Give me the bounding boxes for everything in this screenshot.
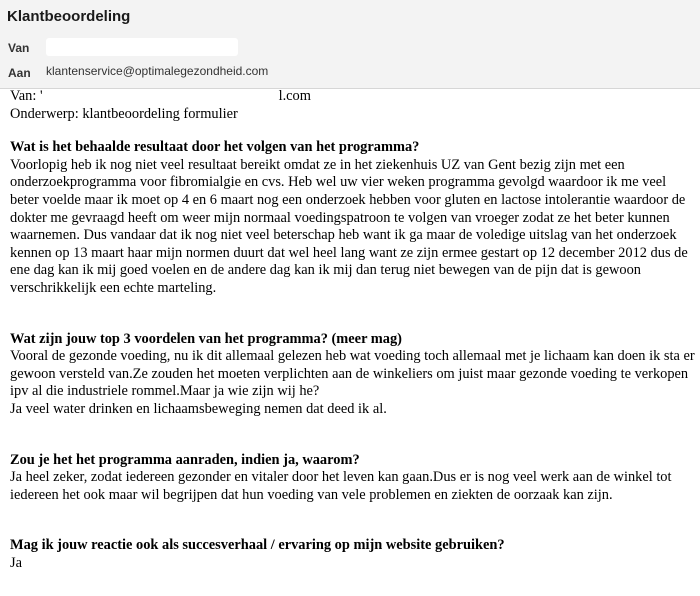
- answer-2-line-4: Ja veel water drinken en lichaamsbeweging nemen dat deed ik al.: [10, 400, 387, 417]
- answer-1-line-7: ene dag kan ik mij goed voelen en de andere dag kan ik mij dan terug niet bewegen van de pijn dat is gewoon: [10, 262, 641, 279]
- to-label: Aan: [8, 66, 31, 80]
- answer-1-line-6: kennen op 13 maart haar mijn normen duurt dat wel heel lang want ze zijn ermee gestart op 12 december 2012 dus de: [10, 244, 688, 261]
- answer-3-line-2: iedereen het ook maar wil begrijpen dat hun voeding van vele problemen en ziekten de oorzaak kan zijn.: [10, 486, 613, 503]
- answer-2-line-2: gewoon versteld van.Ze zouden het moeten verplichten aan de winkeliers om juist maar gezonde voeding te verkopen: [10, 365, 689, 382]
- answer-1-line-5: waarnemen. Dus vandaar dat ik nog niet veel beterschap heb want ik ga maar de voledige uitslag van het onderzoek: [10, 227, 677, 244]
- forwarded-from-line: [10, 88, 695, 106]
- message-header: [0, 0, 700, 89]
- answer-4-line-1: Ja: [10, 554, 22, 571]
- answer-1-line-2: onderzoekprogramma voor fibromialgie en cvs. Heb wel uw vier weken programma gevolgd waardoor ik me veel: [10, 174, 667, 191]
- forwarded-from-suffix: l.com: [278, 88, 311, 104]
- message-subject: Klantbeoordeling: [7, 8, 131, 25]
- question-2: Wat zijn jouw top 3 voordelen van het programma? (meer mag): [10, 330, 402, 347]
- forwarded-from-redacted: [43, 91, 279, 103]
- question-1: Wat is het behaalde resultaat door het volgen van het programma?: [10, 139, 420, 156]
- answer-1-line-4: dokter me gevraagd heeft om weer mijn normaal voedingspatroon te volgen van vroeger zodat ze het beter kunnen: [10, 209, 670, 226]
- answer-1-line-8: verschrikkelijk een echte marteling.: [10, 279, 217, 296]
- from-redacted: [46, 38, 238, 56]
- answer-1-line-1: Voorlopig heb ik nog niet veel resultaat bereikt omdat ze in het ziekenhuis UZ van Gent bezig zijn met een: [10, 156, 625, 173]
- answer-1-line-3: beter voelde maar ik moet op 4 en 6 maart nog een onderzoek hebben voor gluten en lactose intolerantie waardoor de: [10, 191, 686, 208]
- question-4: Mag ik jouw reactie ook als succesverhaal / ervaring op mijn website gebruiken?: [10, 537, 505, 554]
- answer-2-line-3: ipv al die industriele rommel.Maar ja wie zijn wij he?: [10, 383, 320, 400]
- forwarded-from-prefix: Van: ': [10, 88, 43, 104]
- answer-3-line-1: Ja heel zeker, zodat iedereen gezonder en vitaler door het leven kan gaan.Dus er is nog veel werk aan de winkel tot: [10, 469, 672, 486]
- from-label: Van: [8, 41, 30, 55]
- forwarded-subject-line: Onderwerp: klantbeoordeling formulier: [10, 105, 238, 122]
- to-address[interactable]: klantenservice@optimalegezondheid.com: [46, 64, 269, 78]
- message-body: [10, 88, 695, 572]
- question-3: Zou je het het programma aanraden, indien ja, waarom?: [10, 451, 360, 468]
- answer-2-line-1: Vooral de gezonde voeding, nu ik dit allemaal gelezen heb wat voeding toch allemaal met je lichaam kan doen ik sta er: [10, 348, 695, 365]
